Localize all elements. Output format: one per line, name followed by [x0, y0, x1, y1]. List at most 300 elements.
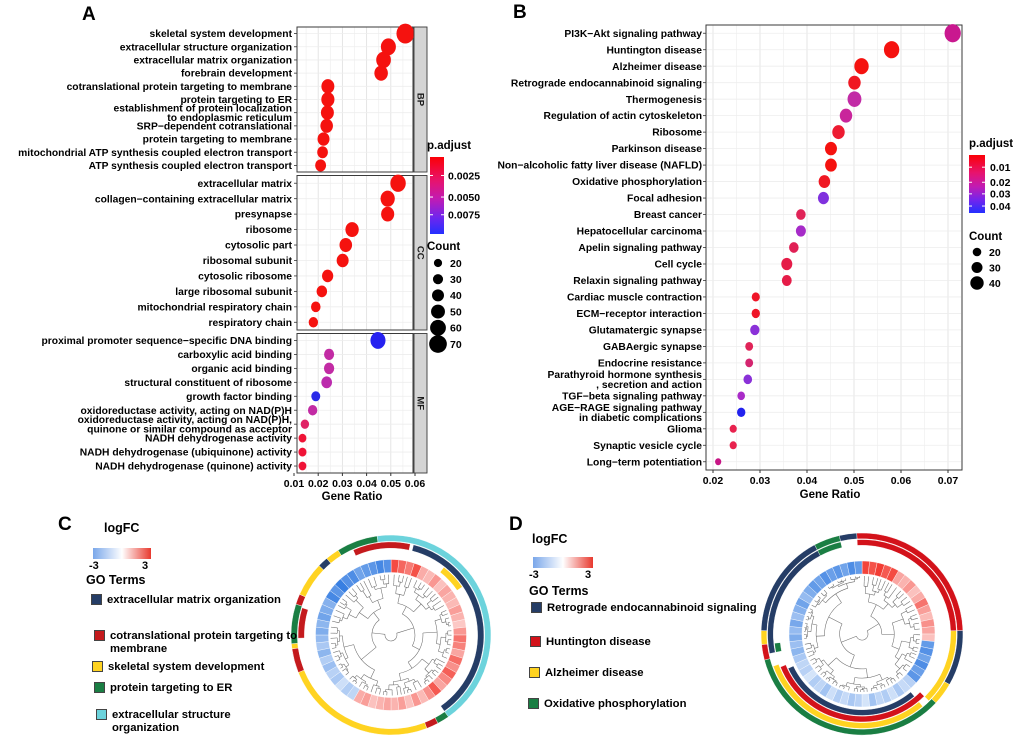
- dot: [321, 79, 334, 94]
- dendrogram-edge: [421, 588, 422, 590]
- dendrogram-edge: [836, 681, 837, 682]
- term-label: Non−alcoholic fatty liver disease (NAFLD): [497, 160, 702, 172]
- dendrogram-edge: [376, 688, 377, 691]
- count-circle: [970, 276, 983, 289]
- term-label: Glioma: [667, 424, 702, 436]
- dendrogram-edge: [909, 648, 913, 649]
- legend-panel-d: [505, 518, 760, 733]
- dendrogram-edge: [817, 604, 819, 605]
- dendrogram-edge: [812, 616, 815, 617]
- dendrogram-edge: [374, 587, 375, 590]
- dendrogram-edge: [811, 645, 813, 646]
- dendrogram-edge: [331, 627, 336, 628]
- go-term-label: Oxidative phosphorylation: [544, 698, 687, 710]
- dendrogram-edge: [911, 616, 913, 617]
- dendrogram-edge: [900, 673, 901, 674]
- dendrogram-edge: [899, 596, 901, 598]
- logfc-ring-segment: [862, 694, 870, 707]
- dendrogram-edge: [408, 687, 409, 690]
- dendrogram-edge: [872, 581, 873, 585]
- dendrogram-edge: [810, 651, 813, 652]
- axis-tick-label: 0.06: [404, 478, 426, 490]
- dendrogram-edge: [412, 646, 419, 650]
- panel-label-a: A: [82, 4, 96, 25]
- dendrogram-edge: [376, 584, 377, 586]
- dendrogram-edge: [905, 601, 910, 604]
- go-term-item: [96, 709, 299, 734]
- go-term-item: [531, 602, 757, 615]
- term-label: ATP synthesis coupled electron transport: [88, 161, 292, 173]
- dendrogram-edge: [405, 583, 406, 587]
- dendrogram-edge: [447, 653, 449, 654]
- dendrogram-edge: [337, 622, 339, 623]
- dot: [796, 225, 806, 236]
- term-label: extracellular structure organization: [119, 42, 292, 54]
- dendrogram-edge: [893, 597, 898, 602]
- dot: [825, 142, 837, 155]
- dot: [730, 441, 737, 449]
- go-term-label: protein targeting to ER: [110, 682, 233, 694]
- dendrogram-edge: [372, 685, 373, 688]
- dendrogram-edge: [350, 677, 352, 679]
- logfc-ring-segment: [315, 635, 328, 643]
- dendrogram-edge: [911, 653, 912, 654]
- go-term-item: [94, 630, 299, 655]
- dot: [308, 405, 317, 415]
- dendrogram-edge: [907, 665, 910, 667]
- term-label: SRP−dependent cotranslational: [136, 121, 292, 133]
- dendrogram-edge: [886, 583, 889, 589]
- logfc-ring-segment: [789, 634, 802, 642]
- dendrogram-edge: [408, 585, 409, 588]
- count-label: 20: [989, 246, 1001, 259]
- dendrogram-edge: [368, 687, 369, 688]
- term-label: large ribosomal subunit: [175, 286, 292, 298]
- dendrogram-edge: [892, 646, 899, 649]
- dendrogram-edge: [359, 589, 361, 592]
- dendrogram-edge: [868, 594, 870, 602]
- dot: [324, 349, 334, 360]
- dot: [381, 207, 394, 222]
- dendrogram-edge: [367, 688, 368, 690]
- dendrogram-edge: [357, 585, 359, 589]
- dendrogram-edge: [829, 680, 830, 681]
- dendrogram-edge: [399, 673, 401, 680]
- dendrogram-edge: [355, 680, 356, 682]
- colorbar-tick-label: 0.01: [990, 161, 1011, 174]
- dendrogram-edge: [816, 602, 817, 603]
- dendrogram-edge: [908, 612, 911, 613]
- dot: [321, 105, 334, 120]
- dendrogram-edge: [826, 678, 827, 679]
- dendrogram-edge: [839, 686, 840, 687]
- dendrogram-edge: [427, 600, 431, 604]
- dendrogram-edge: [346, 604, 347, 605]
- term-label: Regulation of actin cytoskeleton: [543, 111, 702, 123]
- dendrogram-edge: [371, 688, 372, 692]
- dendrogram-edge: [363, 588, 364, 590]
- dendrogram-edge: [440, 614, 442, 615]
- dendrogram-edge: [441, 665, 443, 666]
- term-label: Alzheimer disease: [612, 61, 702, 73]
- dendrogram-edge: [372, 633, 385, 634]
- dot: [752, 292, 760, 301]
- colorbar-tick-label: 0.0050: [448, 191, 481, 204]
- dendrogram-edge: [896, 672, 898, 674]
- logfc-gradient-bar: [533, 557, 593, 568]
- dendrogram-edge: [889, 595, 892, 599]
- dot: [750, 325, 759, 335]
- dot: [324, 363, 334, 375]
- dendrogram-edge: [423, 596, 425, 598]
- dot: [715, 458, 721, 465]
- axis-title: Gene Ratio: [799, 489, 861, 501]
- dendrogram-edge: [808, 643, 811, 644]
- dendrogram-edge: [867, 624, 879, 631]
- dendrogram-edge: [819, 600, 820, 601]
- dendrogram-edge: [425, 588, 429, 593]
- term-label: ECM−receptor interaction: [576, 309, 702, 321]
- dendrogram-edge: [911, 657, 914, 659]
- dendrogram-edge: [426, 607, 430, 610]
- logfc-ring-segment: [383, 559, 391, 572]
- dendrogram-edge: [873, 577, 874, 581]
- dendrogram-edge: [444, 614, 448, 616]
- dendrogram-edge: [425, 683, 426, 684]
- dendrogram-edge: [355, 675, 357, 677]
- dendrogram-edge: [416, 595, 419, 600]
- go-term-swatch: [91, 594, 102, 605]
- dendrogram-edge: [439, 668, 441, 670]
- dendrogram-edge: [444, 650, 446, 651]
- go-term-item: [92, 661, 264, 674]
- dot: [322, 270, 333, 283]
- dendrogram-edge: [436, 644, 440, 645]
- category-ring-segment: [425, 718, 438, 729]
- dendrogram-edge: [820, 669, 821, 670]
- colorbar-tick-label: 0.0075: [448, 209, 481, 222]
- term-label: in diabetic complications: [578, 412, 702, 424]
- term-label: growth factor binding: [186, 391, 292, 403]
- dendrogram-edge: [437, 664, 439, 667]
- term-label: to endoplasmic reticulum: [167, 113, 292, 125]
- dendrogram-edge: [423, 632, 437, 633]
- go-term-swatch: [528, 698, 539, 709]
- dendrogram-edge: [434, 597, 438, 600]
- term-label: GABAergic synapse: [602, 341, 702, 353]
- dendrogram-edge: [914, 618, 918, 619]
- dendrogram-edge: [910, 610, 914, 612]
- count-legend-title: Count: [427, 241, 461, 253]
- dot: [884, 41, 899, 58]
- dot: [737, 408, 745, 417]
- dendrogram-edge: [409, 578, 411, 584]
- logfc-min-label: -3: [89, 560, 99, 572]
- dot: [832, 125, 844, 139]
- dendrogram-edge: [367, 588, 371, 595]
- go-term-label: extracellular structure organization: [112, 709, 231, 734]
- legend-panel-c: [84, 518, 299, 733]
- dendrogram-edge: [355, 596, 357, 599]
- dendrogram-edge: [356, 683, 357, 684]
- dendrogram-edge: [914, 651, 917, 652]
- dendrogram-edge: [836, 594, 842, 603]
- dendrogram-edge: [431, 594, 435, 598]
- axis-tick-label: 0.06: [890, 475, 912, 487]
- dendrogram-edge: [351, 599, 354, 602]
- dendrogram-edge: [907, 660, 912, 663]
- dendrogram-edge: [885, 591, 888, 593]
- term-label: Endocrine resistance: [597, 358, 702, 370]
- dendrogram-edge: [361, 675, 364, 679]
- dendrogram-edge: [380, 691, 381, 695]
- term-label: collagen−containing extracellular matrix: [94, 194, 292, 206]
- dendrogram-edge: [904, 597, 907, 600]
- dendrogram-edge: [904, 605, 906, 606]
- term-label: oxidoreductase activity, acting on NAD(P)H,: [77, 414, 292, 426]
- dendrogram-edge: [846, 683, 847, 687]
- dendrogram-edge: [426, 676, 427, 677]
- dendrogram-edge: [834, 681, 835, 682]
- dendrogram-edge: [414, 679, 415, 682]
- term-label: Relaxin signaling pathway: [573, 276, 702, 288]
- dendrogram-edge: [352, 676, 353, 677]
- dendrogram-edge: [404, 683, 405, 688]
- dendrogram-edge: [882, 581, 885, 588]
- go-terms-title: GO Terms: [529, 584, 589, 598]
- dendrogram-edge: [369, 597, 372, 603]
- dendrogram-edge: [905, 659, 908, 661]
- dendrogram-edge: [856, 631, 868, 640]
- dot: [737, 392, 745, 401]
- dendrogram-edge: [352, 595, 354, 597]
- dendrogram-edge: [422, 659, 429, 664]
- logfc-legend-title: logFC: [532, 532, 568, 546]
- dendrogram-edge: [873, 585, 874, 591]
- dendrogram-edge: [367, 685, 368, 687]
- dendrogram-edge: [822, 600, 825, 603]
- dendrogram-edge: [830, 680, 831, 681]
- dendrogram-edge: [396, 586, 397, 594]
- go-term-swatch: [96, 709, 107, 720]
- dot: [317, 146, 328, 158]
- dendrogram-edge: [868, 581, 869, 586]
- go-term-label: extracellular matrix organization: [107, 594, 281, 606]
- facet-strip-label: BP: [414, 92, 426, 107]
- dot: [782, 275, 792, 286]
- dendrogram-edge: [820, 598, 821, 599]
- term-label: Huntington disease: [606, 45, 702, 57]
- dendrogram-edge: [818, 596, 820, 597]
- dendrogram-edge: [913, 650, 915, 651]
- dendrogram-edge: [380, 576, 381, 579]
- dendrogram-edge: [429, 591, 433, 595]
- go-term-swatch: [92, 661, 103, 672]
- dendrogram-edge: [336, 660, 339, 661]
- colorbar: [969, 155, 985, 213]
- dendrogram-edge: [332, 621, 337, 622]
- dot: [311, 391, 320, 401]
- dendrogram-edge: [812, 612, 813, 613]
- dendrogram-edge: [866, 669, 867, 678]
- dendrogram-edge: [889, 584, 892, 589]
- dot: [396, 24, 414, 44]
- term-label: NADH dehydrogenase (ubiquinone) activity: [79, 447, 292, 459]
- dendrogram-edge: [341, 613, 344, 614]
- axis-tick-label: 0.01: [283, 478, 305, 490]
- dendrogram-edge: [821, 660, 823, 662]
- dendrogram-edge: [422, 585, 424, 588]
- dot: [309, 317, 318, 327]
- dendrogram-edge: [824, 590, 826, 592]
- dendrogram-edge: [881, 588, 882, 590]
- dendrogram-edge: [371, 670, 375, 678]
- dendrogram-edge: [346, 601, 347, 602]
- count-circle: [430, 320, 446, 336]
- dendrogram-edge: [829, 588, 830, 589]
- dendrogram-edge: [891, 588, 896, 595]
- count-circle: [432, 289, 444, 301]
- category-ring-segment: [300, 566, 324, 597]
- dendrogram-edge: [915, 647, 918, 648]
- dendrogram-edge: [414, 604, 422, 612]
- dendrogram-edge: [907, 605, 912, 608]
- panel-label-b: B: [513, 2, 527, 23]
- term-label: protein targeting to membrane: [142, 134, 292, 146]
- dendrogram-edge: [809, 656, 812, 657]
- dendrogram-edge: [418, 681, 420, 684]
- dendrogram-edge: [878, 585, 879, 589]
- dendrogram-edge: [337, 617, 340, 618]
- dendrogram-edge: [892, 605, 895, 608]
- dendrogram-edge: [891, 681, 892, 683]
- count-circle: [433, 274, 443, 284]
- dendrogram-edge: [890, 678, 893, 680]
- dendrogram-edge: [334, 616, 338, 617]
- dendrogram-edge: [810, 613, 811, 614]
- padjust-legend-title: p.adjust: [969, 138, 1014, 150]
- dendrogram-edge: [906, 608, 908, 609]
- dendrogram-edge: [882, 684, 883, 686]
- go-term-item: [530, 636, 651, 649]
- dendrogram-edge: [903, 668, 905, 670]
- dendrogram-edge: [916, 623, 919, 624]
- term-label: AGE−RAGE signaling pathway: [551, 403, 702, 415]
- count-label: 40: [989, 277, 1001, 290]
- dendrogram-edge: [360, 583, 363, 588]
- dendrogram-edge: [884, 597, 886, 601]
- dendrogram-edge: [347, 670, 348, 671]
- dot: [318, 132, 330, 145]
- count-legend-title: Count: [969, 231, 1003, 243]
- dendrogram-edge: [833, 682, 834, 684]
- dendrogram-edge: [359, 684, 361, 687]
- dendrogram-edge: [398, 594, 400, 603]
- dendrogram-edge: [436, 671, 439, 673]
- dendrogram-edge: [890, 680, 891, 681]
- term-label: cotranslational protein targeting to membrane: [66, 81, 292, 93]
- dendrogram-edge: [413, 683, 415, 686]
- term-label: mitochondrial respiratory chain: [137, 302, 292, 314]
- dendrogram-edge: [893, 678, 894, 680]
- dendrogram-edge: [419, 589, 420, 591]
- dendrogram-edge: [902, 654, 906, 656]
- dendrogram-edge: [881, 687, 882, 689]
- dendrogram-edge: [402, 607, 406, 615]
- dendrogram-edge: [444, 610, 447, 611]
- dendrogram-edge: [814, 647, 818, 648]
- term-label: Cell cycle: [654, 259, 702, 271]
- dendrogram-edge: [338, 605, 342, 607]
- dot: [345, 222, 358, 237]
- dot: [818, 192, 829, 204]
- dendrogram-edge: [342, 669, 344, 671]
- dendrogram-edge: [402, 580, 403, 583]
- axis-title: Gene Ratio: [321, 491, 383, 503]
- term-label: establishment of protein localization: [113, 103, 292, 115]
- go-term-label: Alzheimer disease: [545, 667, 644, 679]
- count-label: 70: [450, 338, 462, 351]
- category-ring-segment: [839, 533, 857, 541]
- dendrogram-edge: [345, 658, 348, 659]
- dendrogram-edge: [838, 585, 839, 587]
- dendrogram-edge: [854, 678, 855, 685]
- go-term-item: [91, 594, 281, 607]
- dendrogram-edge: [356, 600, 364, 608]
- go-term-label: skeletal system development: [108, 661, 265, 673]
- dendrogram-edge: [342, 667, 343, 668]
- dendrogram-edge: [850, 655, 854, 667]
- term-label: Parkinson disease: [611, 144, 702, 156]
- dendrogram-edge: [363, 591, 368, 598]
- dendrogram-edge: [425, 679, 426, 681]
- panel-label-c: C: [58, 514, 72, 535]
- dot: [752, 309, 760, 318]
- term-label: Ribosome: [652, 127, 702, 139]
- dendrogram-edge: [880, 674, 883, 680]
- dendrogram-edge: [403, 576, 404, 580]
- facet-strip-label: MF: [414, 396, 426, 411]
- dendrogram-edge: [432, 673, 433, 674]
- dendrogram-edge: [442, 656, 444, 657]
- dendrogram-edge: [375, 691, 376, 694]
- dendrogram-edge: [912, 619, 915, 620]
- dendrogram-edge: [346, 607, 352, 611]
- dendrogram-edge: [365, 685, 366, 686]
- colorbar-tick-label: 0.04: [990, 200, 1011, 213]
- dendrogram-edge: [807, 652, 810, 653]
- dendrogram-edge: [435, 609, 437, 610]
- dendrogram-edge: [440, 661, 444, 663]
- dendrogram-edge: [371, 585, 372, 588]
- dendrogram-edge: [910, 656, 912, 657]
- dot: [848, 76, 860, 90]
- axis-tick-label: 0.04: [796, 475, 818, 487]
- dendrogram-edge: [841, 636, 856, 642]
- dendrogram-edge: [354, 680, 357, 682]
- dendrogram-edge: [342, 608, 345, 609]
- dendrogram-edge: [348, 672, 349, 673]
- dendrogram-edge: [353, 680, 354, 681]
- logfc-ring-segment: [854, 561, 862, 574]
- term-label: Oxidative phosphorylation: [572, 177, 702, 189]
- dendrogram-edge: [894, 680, 895, 682]
- axis-tick-label: 0.03: [749, 475, 771, 487]
- dendrogram-edge: [414, 586, 415, 588]
- term-label: respiratory chain: [208, 317, 292, 329]
- dendrogram-edge: [437, 667, 439, 669]
- dendrogram-edge: [444, 657, 446, 658]
